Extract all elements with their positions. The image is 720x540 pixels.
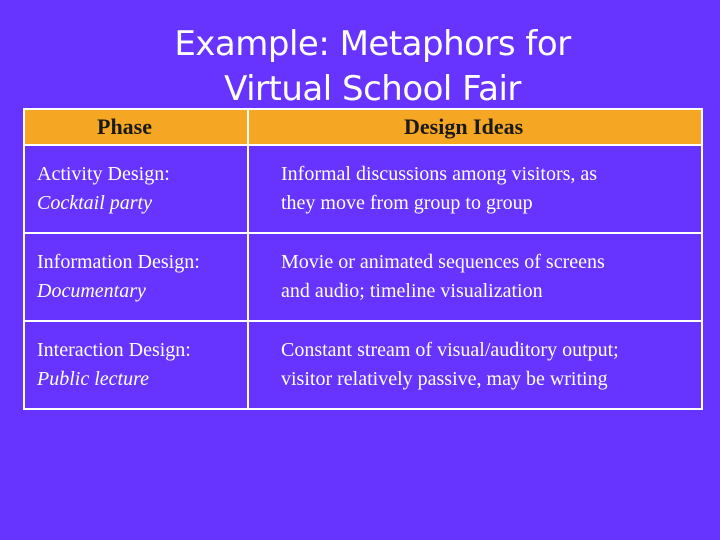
design-ideas-cell <box>248 321 702 409</box>
phase-name: Activity Design: <box>37 163 170 185</box>
design-idea-line-2: and audio; timeline visualization <box>281 280 543 302</box>
phase-metaphor: Documentary <box>37 280 146 302</box>
phase-name: Interaction Design: <box>37 339 191 361</box>
column-header-phase: Phase <box>24 109 248 145</box>
design-idea-line-2: they move from group to group <box>281 192 533 214</box>
table-row <box>24 321 702 409</box>
design-idea-line-1: Informal discussions among visitors, as <box>281 163 598 185</box>
table-row <box>24 233 702 321</box>
table-header-row <box>24 109 702 145</box>
slide-title <box>0 22 720 112</box>
slide-title-line-2: Virtual School Fair <box>224 69 521 109</box>
phase-name: Information Design: <box>37 251 200 273</box>
phase-metaphor: Cocktail party <box>37 192 152 214</box>
slide-title-line-1: Example: Metaphors for <box>174 24 571 64</box>
phase-metaphor: Public lecture <box>37 368 149 390</box>
phase-cell <box>24 145 248 233</box>
column-header-design-ideas: Design Ideas <box>248 109 702 145</box>
phase-cell <box>24 233 248 321</box>
design-idea-line-1: Constant stream of visual/auditory output; <box>281 339 619 361</box>
design-idea-line-1: Movie or animated sequences of screens <box>281 251 605 273</box>
design-ideas-cell <box>248 233 702 321</box>
design-idea-line-2: visitor relatively passive, may be writing <box>281 368 608 390</box>
table-row <box>24 145 702 233</box>
phase-cell <box>24 321 248 409</box>
design-ideas-cell <box>248 145 702 233</box>
metaphors-table <box>23 108 703 410</box>
